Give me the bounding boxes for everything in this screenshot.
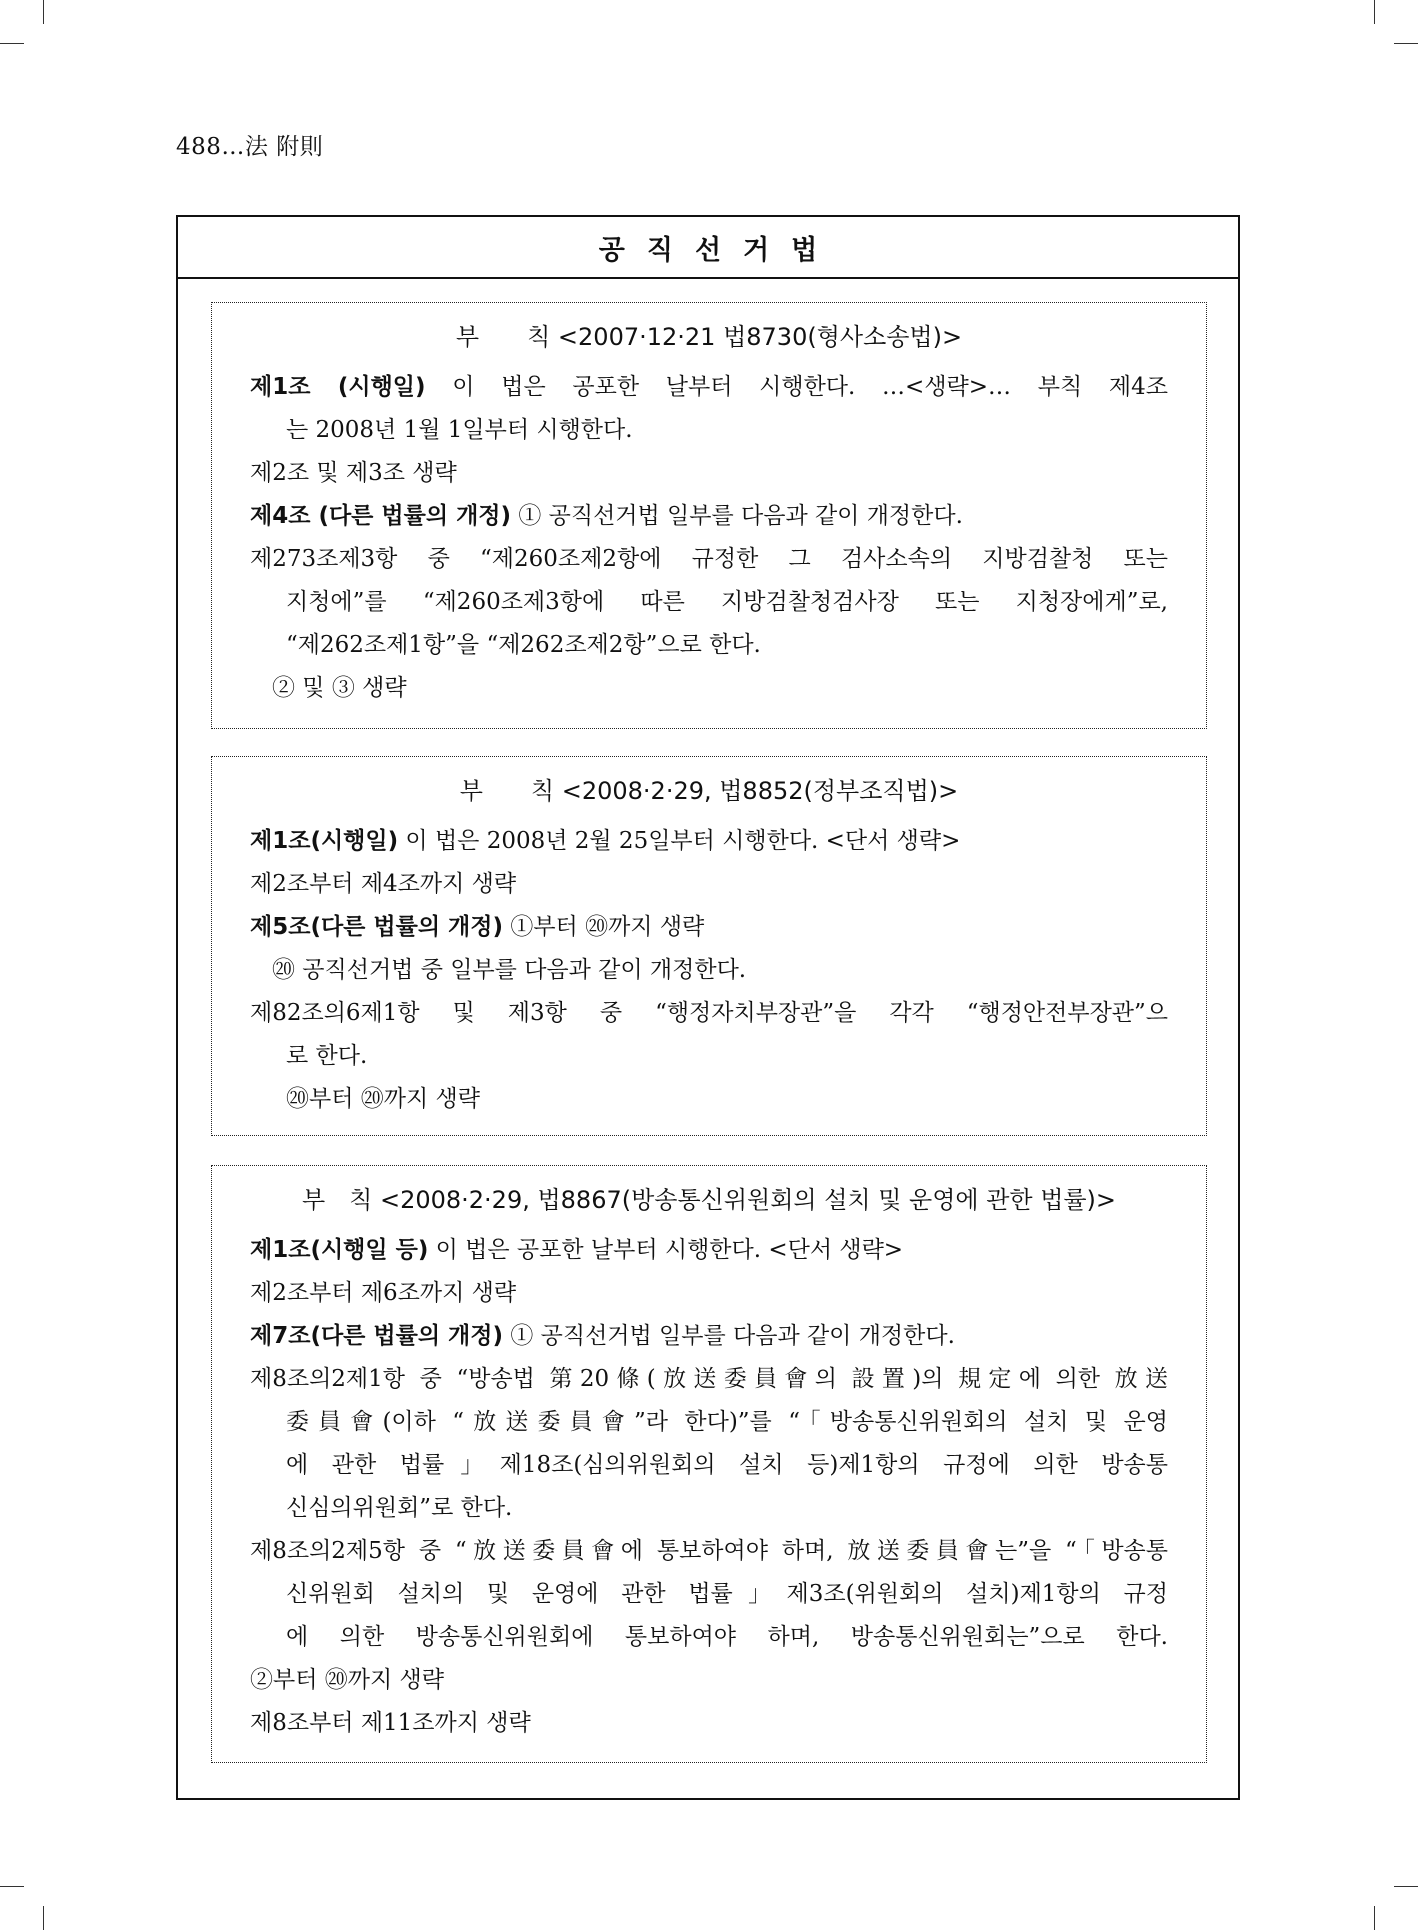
addenda-panel (211, 1165, 1207, 1763)
text-line: 신위원회 설치의 및 운영에 관한 법률」제3조(위원회의 설치)제1항의 규정 (286, 1581, 1168, 1607)
panel-heading (250, 1180, 1168, 1215)
text-line: 제2조부터 제6조까지 생략 (250, 1280, 517, 1306)
text-line: 로 한다. (286, 1043, 368, 1069)
heading-citation: <2008·2·29, 법8852(정부조직법)> (561, 777, 959, 805)
crop-mark (43, 1906, 44, 1930)
text-line: 제82조의6제1항 및 제3항 중 “행정자치부장관”을 각각 “행정안전부장관”으 (250, 1000, 1168, 1026)
text-line: 제5조(다른 법률의 개정) ①부터 ⑳까지 생략 (250, 914, 705, 940)
text-line: 제7조(다른 법률의 개정) ① 공직선거법 일부를 다음과 같이 개정한다. (250, 1323, 955, 1349)
addenda-panel (211, 756, 1207, 1136)
text-line: 제8조부터 제11조까지 생략 (250, 1710, 531, 1736)
text-line: 제1조(시행일) 이 법은 2008년 2월 25일부터 시행한다. <단서 생략> (250, 828, 961, 854)
text-line: 는 2008년 1월 1일부터 시행한다. (286, 417, 633, 443)
text-line: 제2조부터 제4조까지 생략 (250, 871, 517, 897)
heading-mid: 칙 (527, 323, 551, 351)
text-line: ⑳부터 ⑳까지 생략 (286, 1086, 480, 1112)
text-line: 제273조제3항 중 “제260조제2항에 규정한 그 검사소속의 지방검찰청 또는 (250, 546, 1168, 572)
crop-mark (1374, 0, 1375, 24)
text-line: 신심의위원회”로 한다. (286, 1495, 513, 1521)
heading-mid: 칙 (530, 777, 555, 805)
panel-heading (250, 317, 1168, 352)
text-line: 에 관한 법률」제18조(심의위원회의 설치 등)제1항의 규정에 의한 방송통 (286, 1452, 1168, 1478)
crop-mark (0, 1886, 24, 1887)
running-head: 488…法 附則 (176, 134, 324, 160)
text-line: 제4조 (다른 법률의 개정) ① 공직선거법 일부를 다음과 같이 개정한다. (250, 503, 963, 529)
heading-citation: <2008·2·29, 법8867(방송통신위원회의 설치 및 운영에 관한 법률)> (379, 1186, 1117, 1214)
text-line: ②부터 ⑳까지 생략 (250, 1667, 444, 1693)
heading-prefix: 부 (459, 777, 483, 805)
text-line: ② 및 ③ 생략 (272, 675, 407, 701)
crop-mark (1394, 43, 1418, 44)
text-line: 제8조의2제5항 중 “放送委員會에 통보하여야 하며, 放送委員會는”을 “「방송통 (250, 1538, 1168, 1564)
text-line: 지청에”를 “제260조제3항에 따른 지방검찰청검사장 또는 지청장에게”로, (286, 589, 1168, 615)
law-frame (176, 215, 1240, 1800)
text-line: 제2조 및 제3조 생략 (250, 460, 457, 486)
text-line: ⑳ 공직선거법 중 일부를 다음과 같이 개정한다. (272, 957, 747, 983)
text-line: 에 의한 방송통신위원회에 통보하여야 하며, 방송통신위원회는”으로 한다. (286, 1624, 1168, 1650)
crop-mark (0, 43, 24, 44)
addenda-panel (211, 302, 1207, 729)
text-line: 제1조(시행일 등) 이 법은 공포한 날부터 시행한다. <단서 생략> (250, 1237, 904, 1263)
text-line: 제8조의2제1항 중 “방송법 第20條(放送委員會의 設置)의 規定에 의한 放送 (250, 1366, 1168, 1392)
frame-title: 공직선거법 (178, 217, 1238, 279)
panel-heading (250, 771, 1168, 806)
crop-mark (1394, 1886, 1418, 1887)
heading-prefix: 부 (301, 1186, 326, 1214)
crop-mark (1374, 1906, 1375, 1930)
text-line: 제1조 (시행일) 이 법은 공포한 날부터 시행한다. …<생략>… 부칙 제4조 (250, 374, 1168, 400)
heading-prefix: 부 (455, 323, 480, 351)
crop-mark (43, 0, 44, 24)
heading-mid: 칙 (349, 1186, 373, 1214)
heading-citation: <2007·12·21 법8730(형사소송법)> (557, 323, 963, 351)
text-line: 委員會(이하 “放送委員會”라 한다)”를 “「방송통신위원회의 설치 및 운영 (286, 1409, 1168, 1435)
text-line: “제262조제1항”을 “제262조제2항”으로 한다. (286, 632, 761, 658)
